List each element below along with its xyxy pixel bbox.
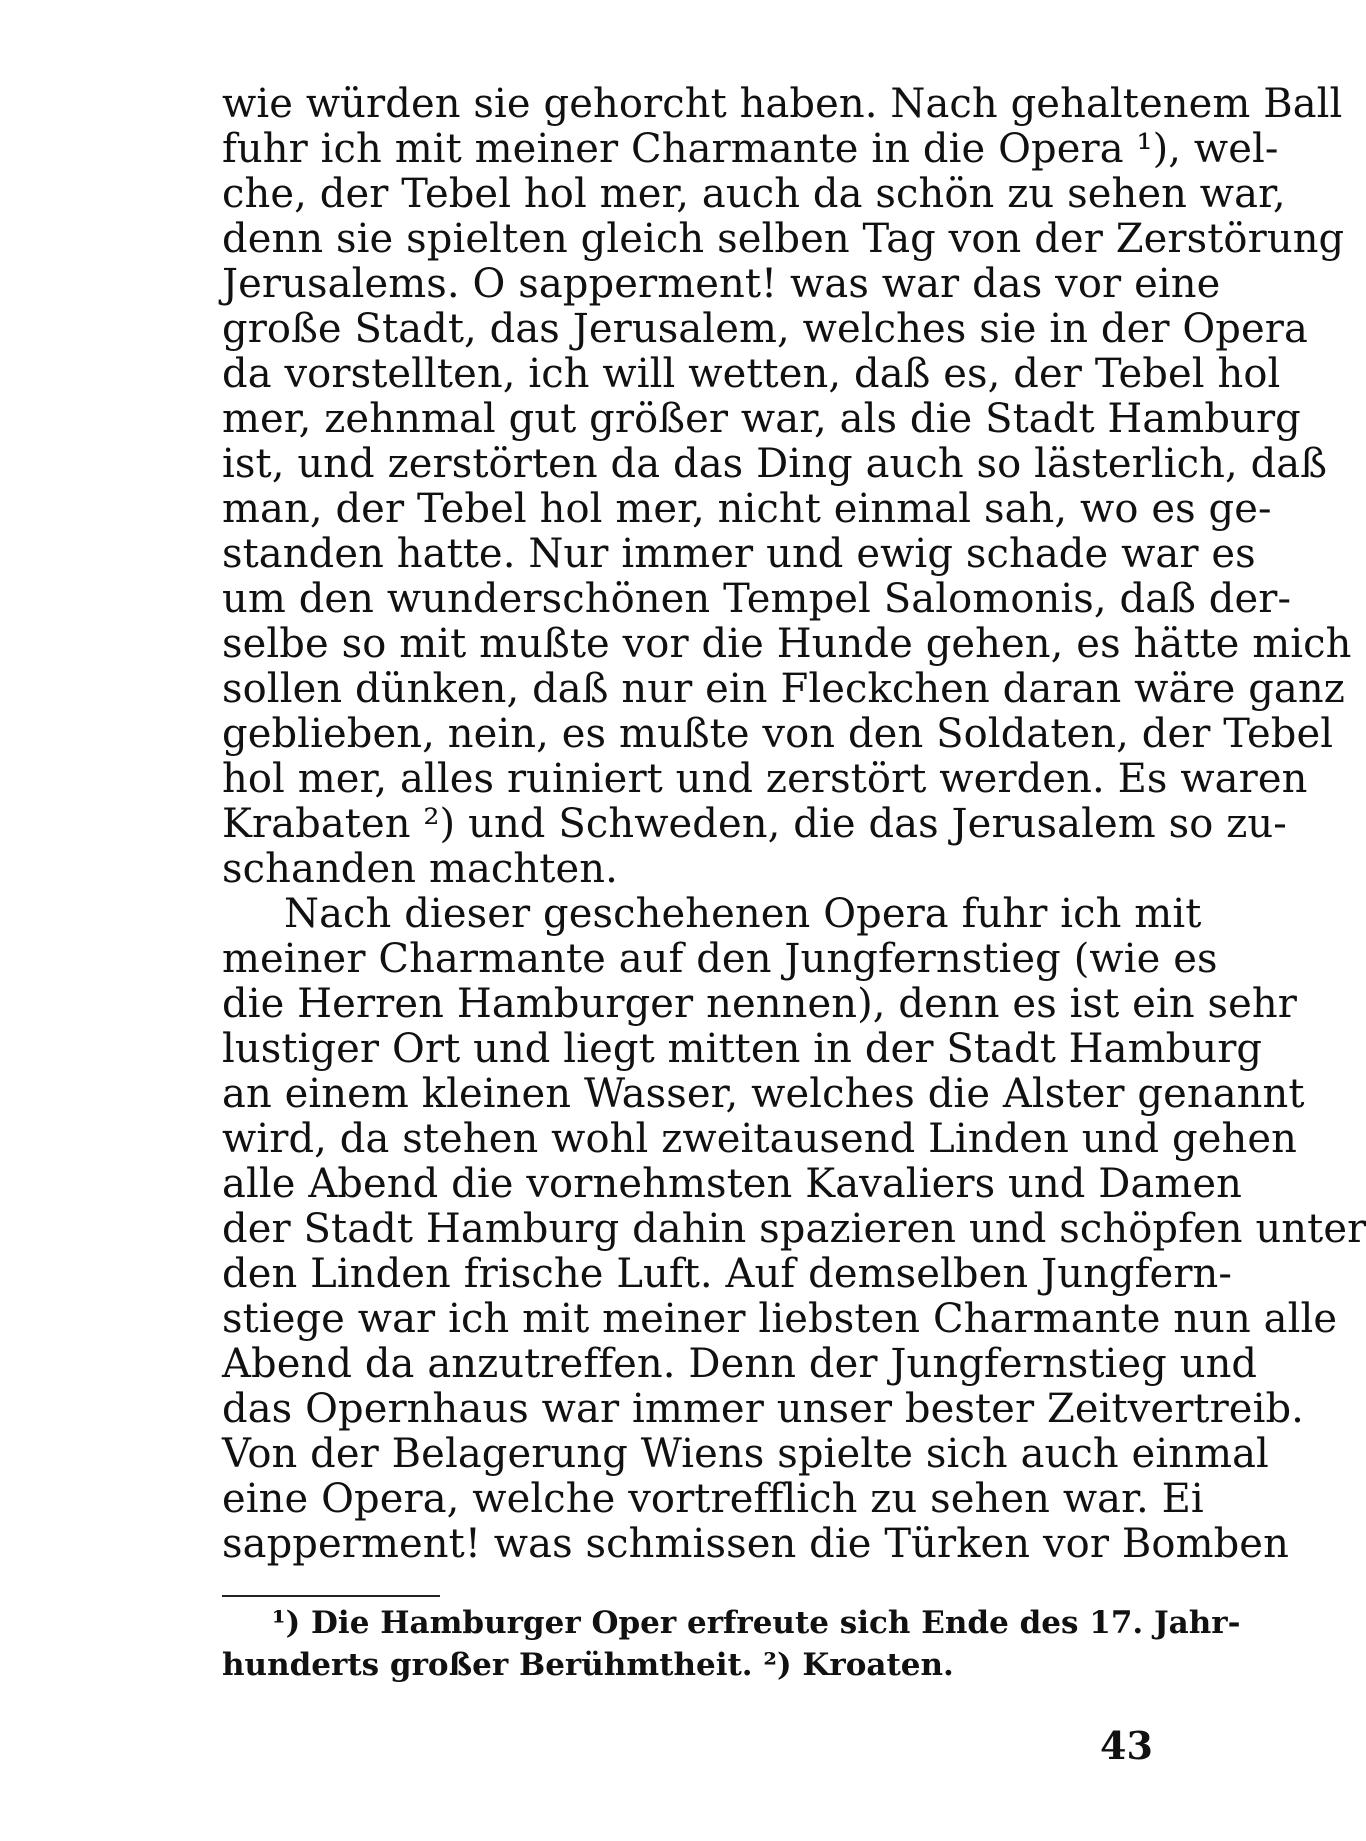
text-line: man, der Tebel hol mer, nicht einmal sah, wo es ge- <box>222 486 1272 532</box>
text-line: Von der Belagerung Wiens spielte sich auch einmal <box>222 1431 1269 1477</box>
footnote-rule <box>222 1595 440 1597</box>
text-line: der Stadt Hamburg dahin spazieren und schöpfen unter <box>222 1206 1366 1252</box>
text-line: schanden machten. <box>222 846 618 892</box>
text-line: eine Opera, welche vortrefflich zu sehen war. Ei <box>222 1476 1204 1522</box>
text-line: ist, und zerstörten da das Ding auch so lästerlich, daß <box>222 441 1328 487</box>
text-line: das Opernhaus war immer unser bester Zeitvertreib. <box>222 1386 1304 1432</box>
text-line: da vorstellten, ich will wetten, daß es, der Tebel hol <box>222 351 1281 397</box>
text-line: mer, zehnmal gut größer war, als die Stadt Hamburg <box>222 396 1301 442</box>
main-text <box>222 81 1366 1567</box>
text-line: meiner Charmante auf den Jungfernstieg (wie es <box>222 936 1218 982</box>
text-line: fuhr ich mit meiner Charmante in die Opera ¹), wel- <box>222 126 1279 172</box>
text-line: Krabaten ²) und Schweden, die das Jerusalem so zu- <box>222 801 1287 847</box>
text-line: lustiger Ort und liegt mitten in der Stadt Hamburg <box>222 1026 1263 1072</box>
text-line: geblieben, nein, es mußte von den Soldaten, der Tebel <box>222 711 1334 757</box>
page-number: 43 <box>1100 1723 1153 1768</box>
text-line: selbe so mit mußte vor die Hunde gehen, es hätte mich <box>222 621 1352 667</box>
text-line: standen hatte. Nur immer und ewig schade war es <box>222 531 1256 577</box>
text-line: den Linden frische Luft. Auf demselben Jungfern- <box>222 1251 1233 1297</box>
text-line: Abend da anzutreffen. Denn der Jungfernstieg und <box>222 1341 1258 1387</box>
text-line: che, der Tebel hol mer, auch da schön zu sehen war, <box>222 171 1286 217</box>
paragraph-start-line: Nach dieser geschehenen Opera fuhr ich mit <box>284 891 1202 937</box>
text-line: sollen dünken, daß nur ein Fleckchen daran wäre ganz <box>222 666 1345 712</box>
text-line: große Stadt, das Jerusalem, welches sie in der Opera <box>222 306 1308 352</box>
text-line: stiege war ich mit meiner liebsten Charmante nun alle <box>222 1296 1338 1342</box>
text-line: wie würden sie gehorcht haben. Nach gehaltenem Ball <box>222 81 1343 127</box>
text-line: alle Abend die vornehmsten Kavaliers und Damen <box>222 1161 1243 1207</box>
text-line: an einem kleinen Wasser, welches die Alster genannt <box>222 1071 1305 1117</box>
text-line: hol mer, alles ruiniert und zerstört werden. Es waren <box>222 756 1308 802</box>
footnote-line: hunderts großer Berühmtheit. ²) Kroaten. <box>222 1647 954 1683</box>
footnotes <box>222 1602 1241 1686</box>
text-line: sapperment! was schmissen die Türken vor Bomben <box>222 1521 1289 1567</box>
text-line: wird, da stehen wohl zweitausend Linden und gehen <box>222 1116 1297 1162</box>
text-line: die Herren Hamburger nennen), denn es ist ein sehr <box>222 981 1297 1027</box>
footnote-line: ¹) Die Hamburger Oper erfreute sich Ende des 17. Jahr- <box>272 1605 1241 1641</box>
text-line: Jerusalems. O sapperment! was war das vor eine <box>222 261 1221 307</box>
text-line: um den wunderschönen Tempel Salomonis, daß der- <box>222 576 1292 622</box>
text-line: denn sie spielten gleich selben Tag von der Zerstörung <box>222 216 1345 262</box>
